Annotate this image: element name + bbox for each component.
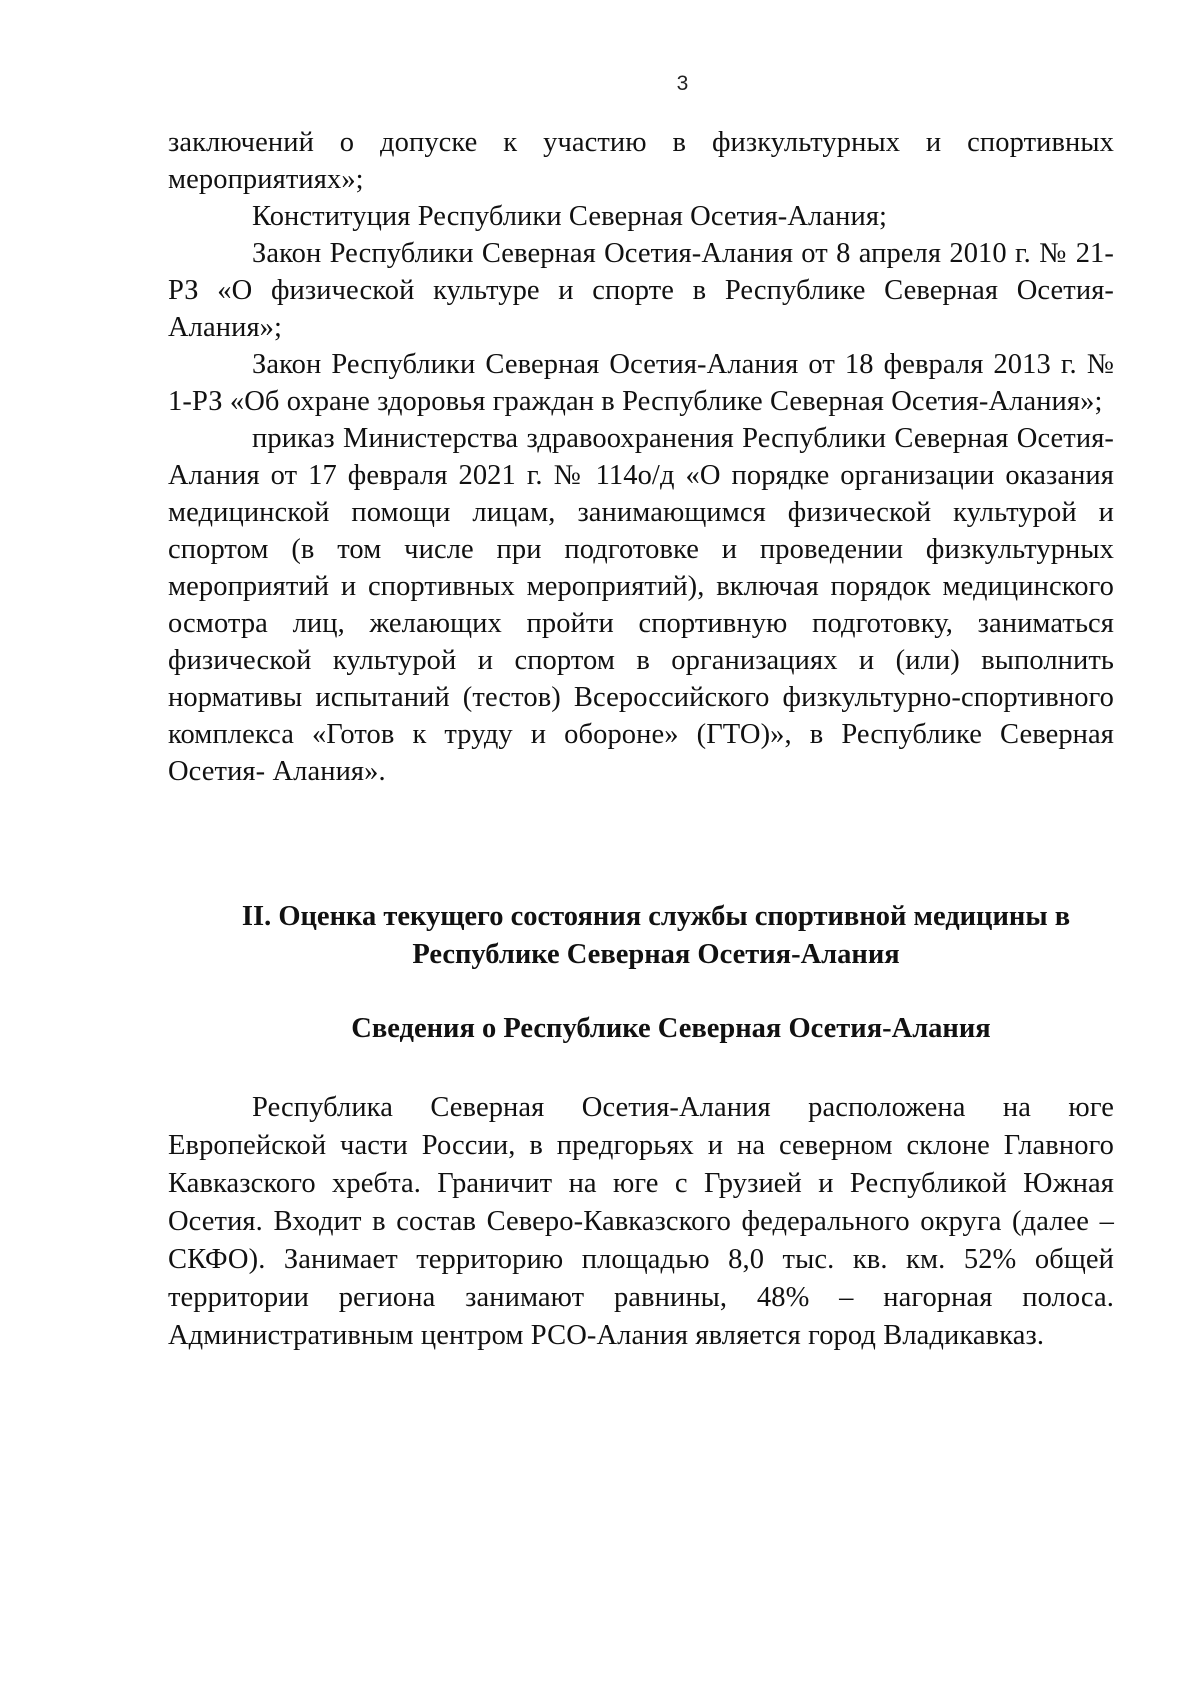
paragraph-law-21-rz: Закон Республики Северная Осетия-Алания от 8 апреля 2010 г. № 21-РЗ «О физической культуре и спорте в Республике Северная Осетия-Алания»; [168, 238, 1114, 343]
page-number: 3 [676, 72, 689, 95]
paragraph-region-info: Республика Северная Осетия-Алания расположена на юге Европейской части России, в предгорьях и на северном склоне Главного Кавказского хребта. Граничит на юге с Грузией и Республикой Южная Осетия. Входит в состав Северо-Кавказского федерального округа (далее – СКФО). Занимает территорию площадью 8,0 тыс. кв. км. 52% общей территории региона занимают равнины, 48% – нагорная полоса. Административным центром РСО-Алания является город Владикавказ. [168, 1092, 1114, 1351]
subsection-heading: Сведения о Республике Северная Осетия-Алания [351, 1013, 991, 1044]
section-heading-line-2: Республике Северная Осетия-Алания [412, 939, 900, 970]
section-heading [168, 898, 1114, 974]
legal-basis-list [168, 124, 1114, 790]
paragraph-order-114: приказ Министерства здравоохранения Республики Северная Осетия-Алания от 17 февраля 2021 г. № 114о/д «О порядке организации оказания медицинской помощи лицам, занимающимся физической культурой и спортом (в том числе при подготовке и проведении физкультурных мероприятий и спортивных мероприятий), включая порядок медицинского осмотра лиц, желающих пройти спортивную подготовку, заниматься физической культурой и спортом в организациях и (или) выполнить нормативы испытаний (тестов) Всероссийского физкультурно-спортивного комплекса «Готов к труду и обороне» (ГТО)», в Республике Северная Осетия- Алания». [168, 423, 1114, 787]
paragraph-law-1-rz: Закон Республики Северная Осетия-Алания от 18 февраля 2013 г. № 1-РЗ «Об охране здоровья граждан в Республике Северная Осетия-Алания»; [168, 349, 1114, 417]
section-heading-line-1: II. Оценка текущего состояния службы спортивной медицины в [241, 901, 1071, 932]
paragraph-constitution: Конституция Республики Северная Осетия-Алания; [252, 201, 888, 232]
region-description [168, 1089, 1114, 1355]
paragraph-continuation: заключений о допуске к участию в физкультурных и спортивных мероприятиях»; [168, 127, 1114, 195]
